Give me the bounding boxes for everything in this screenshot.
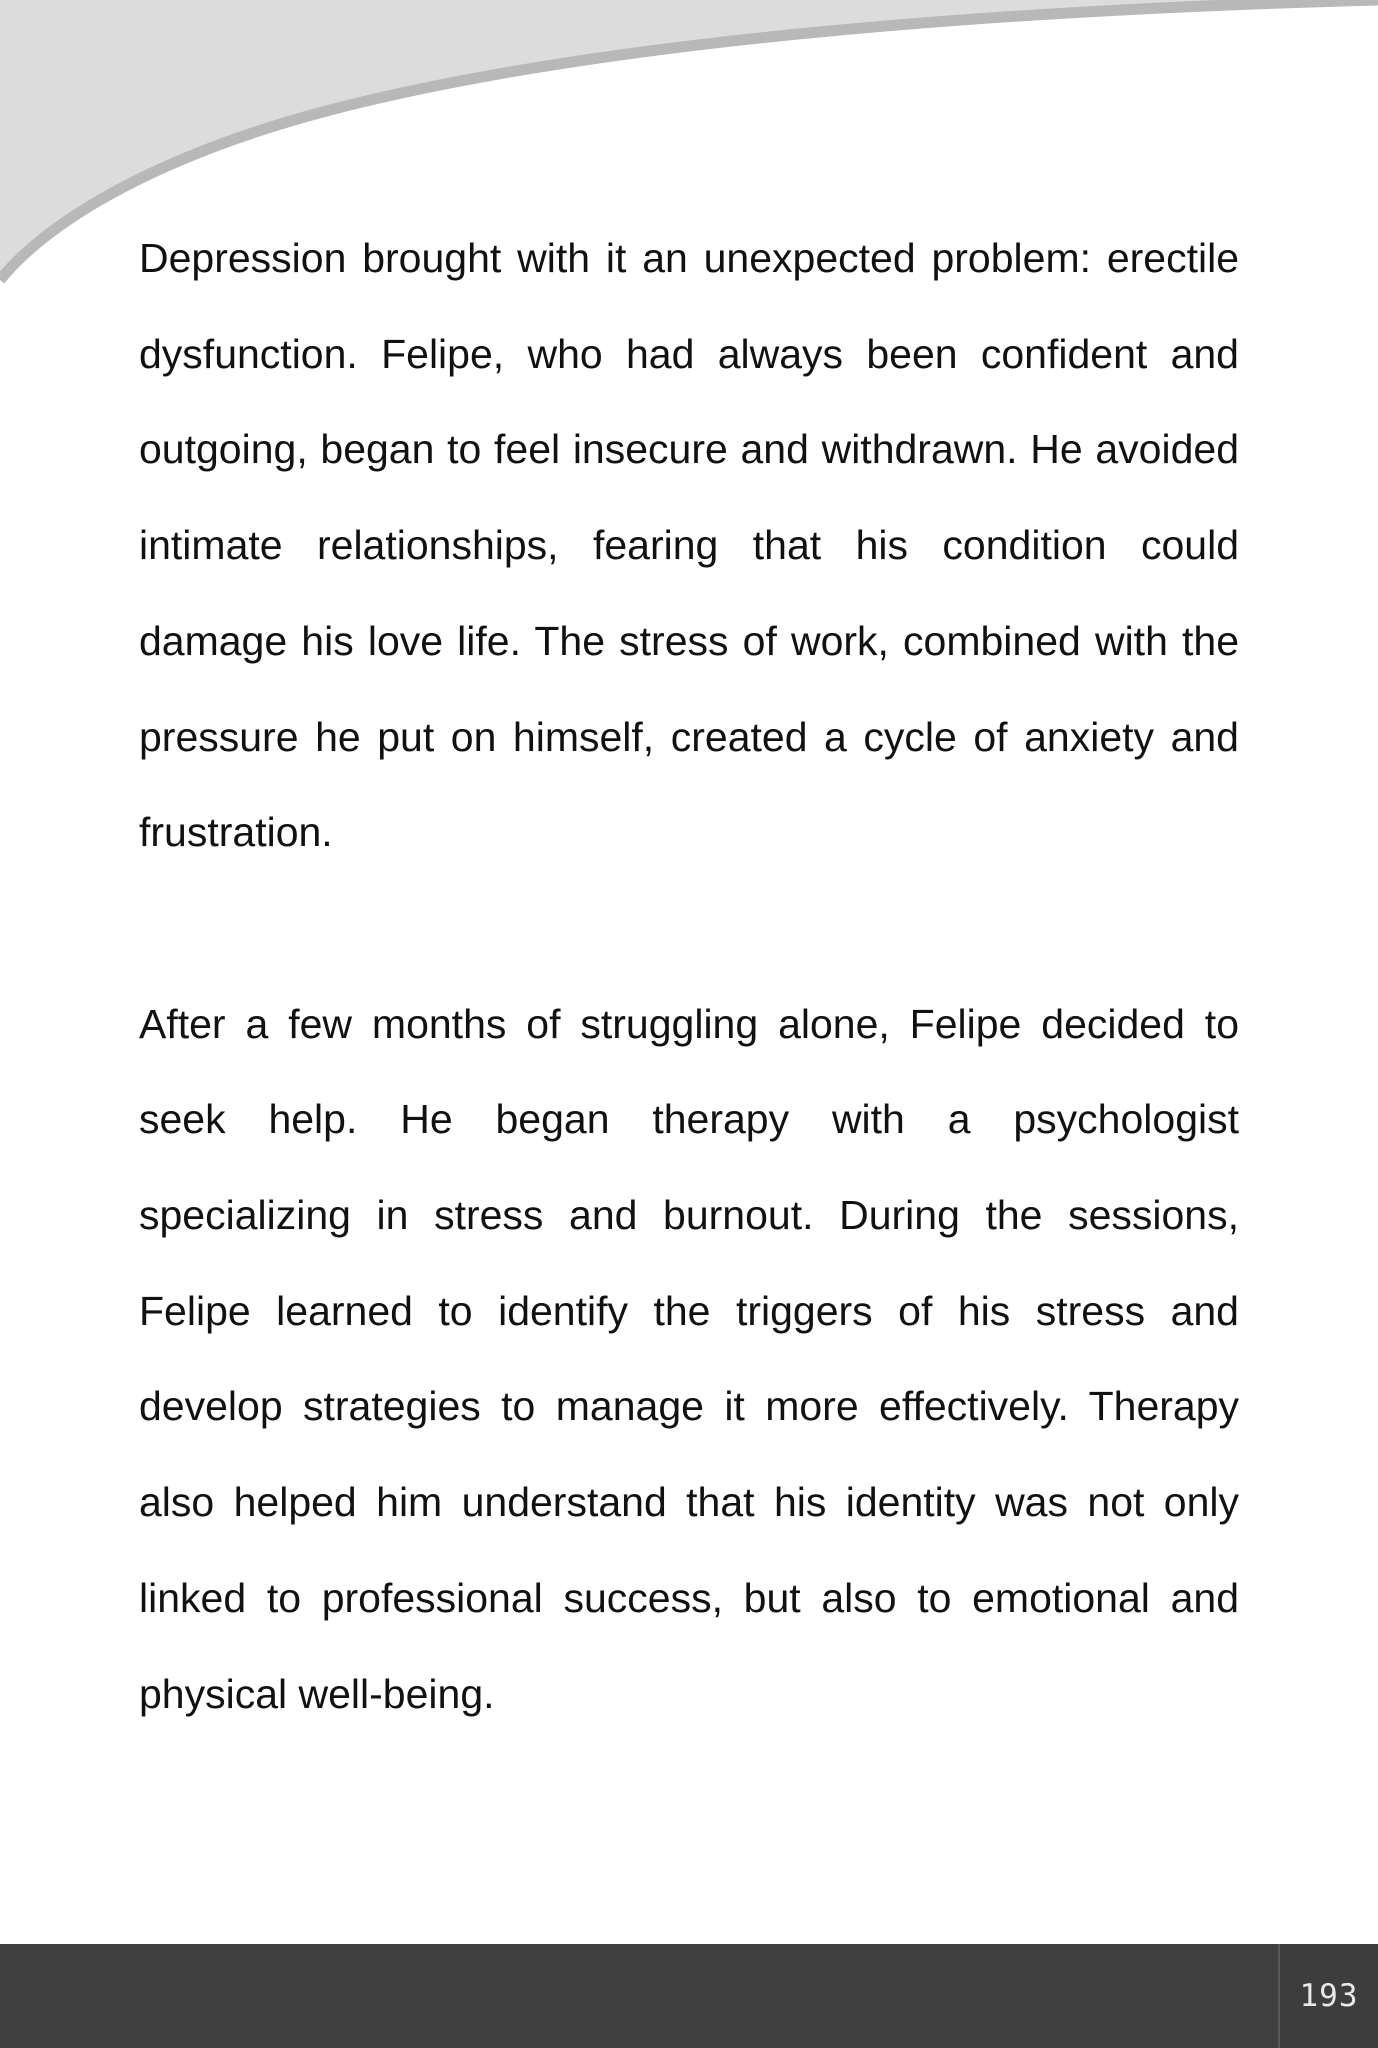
page-number-box [1278,1944,1378,2048]
paragraph-2: After a few months of struggling alone, Felipe decided to seek help. He began therapy with a psychologist specializing in stress and burnout. During the sessions, Felipe learned to identify the triggers of his stress and develop strategies to manage it more effectively. Therapy also helped him understand that his identity was not only linked to professional success, but also to emotional and physical well-being. [139,1000,1239,1717]
footer-bar [0,1944,1378,2048]
page-number: 193 [1299,1978,1359,2014]
body-text [139,211,1239,1742]
paragraph-1: Depression brought with it an unexpected problem: erectile dysfunction. Felipe, who had always been confident and outgoing, began to feel insecure and withdrawn. He avoided intimate relationships, fearing that his condition could damage his love life. The stress of work, combined with the pressure he put on himself, created a cycle of anxiety and frustration. [139,235,1239,856]
